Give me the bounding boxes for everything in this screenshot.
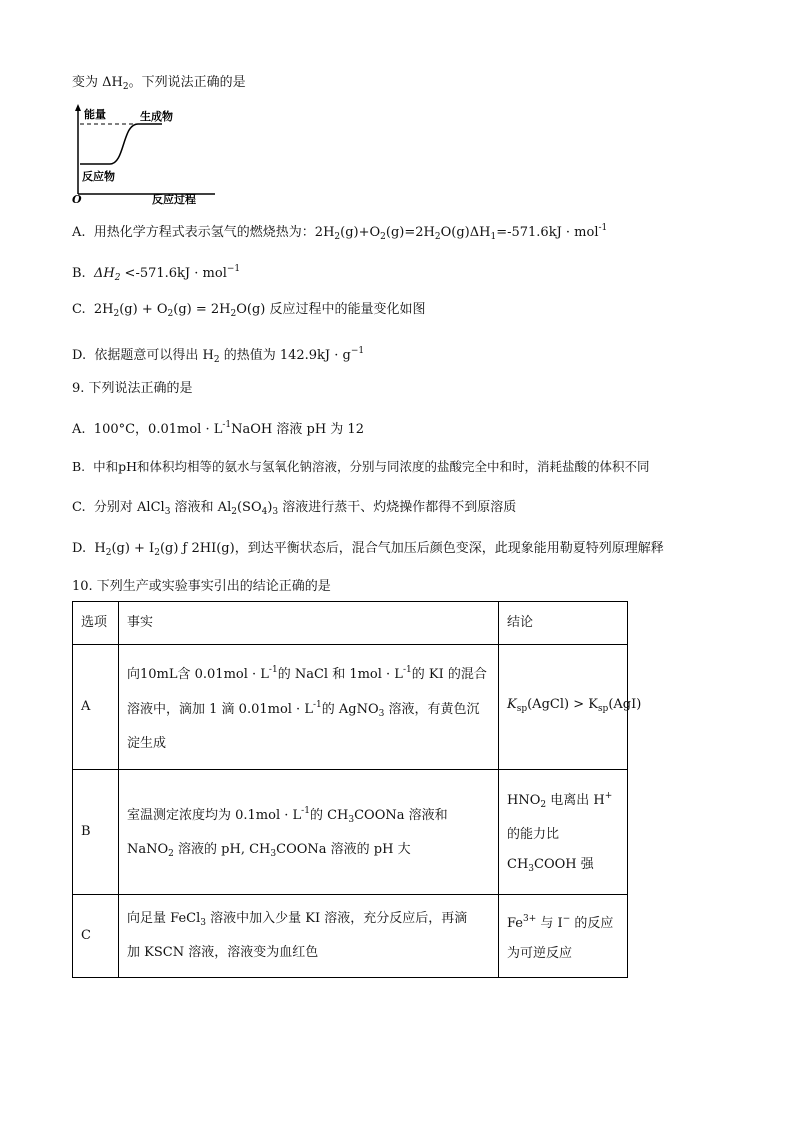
option-text: (g)+O — [340, 225, 381, 240]
conclusion-text: HNO — [507, 792, 541, 808]
subscript: 2 — [167, 309, 174, 319]
intro-suffix: 。下列说法正确的是 — [128, 75, 246, 90]
subscript: 4 — [261, 507, 268, 517]
header-option: 选项 — [73, 602, 119, 645]
conclusion-text: CH — [507, 856, 529, 872]
conclusion-line — [507, 781, 619, 820]
superscript: -1 — [222, 420, 232, 430]
option-text: O(g) 反应过程中的能量变化如图 — [236, 302, 426, 317]
table-row — [73, 895, 628, 978]
row-option: B — [73, 770, 119, 895]
subscript: 2 — [168, 848, 174, 859]
option-text: H — [94, 541, 106, 556]
header-fact: 事实 — [119, 602, 499, 645]
fact-text: 室温测定浓度均为 0.1mol · L — [127, 807, 302, 823]
intro-prefix: 变为 ΔH — [72, 75, 123, 90]
option-text: (SO — [236, 500, 262, 515]
superscript: -1 — [301, 805, 310, 816]
q9-option-c — [72, 499, 516, 521]
option-text: 用热化学方程式表示氢气的燃烧热为：2H — [93, 225, 335, 240]
subscript: 2 — [230, 309, 237, 319]
option-label: A. — [72, 422, 86, 437]
row-option: C — [73, 895, 119, 978]
fact-line — [127, 655, 490, 690]
option-label: A. — [72, 225, 86, 240]
option-label: C. — [72, 500, 86, 515]
fact-text: 溶液中加入少量 KI 溶液，充分反应后，再滴 — [205, 911, 468, 926]
subscript: sp — [516, 704, 528, 714]
fact-text: NaNO — [127, 841, 169, 857]
header-conclusion: 结论 — [499, 602, 628, 645]
subscript: 2 — [105, 548, 112, 558]
row-conclusion — [499, 895, 628, 978]
superscript: − — [562, 913, 571, 924]
y-axis-label: 能量 — [84, 108, 106, 121]
energy-diagram — [70, 104, 220, 204]
option-text: 100°C，0.01mol · L — [93, 422, 223, 437]
option-text: (g)=2H — [385, 225, 435, 240]
conclusion-text: 的反应 — [570, 915, 614, 931]
fact-line: 淀生成 — [127, 736, 167, 751]
x-axis-label: 反应过程 — [152, 193, 196, 206]
intro-line — [72, 74, 246, 96]
fact-text: 的 KI 的混合 — [411, 667, 487, 682]
q9-option-a — [72, 416, 364, 439]
conclusion-text: (AgCl) > K — [527, 697, 598, 712]
y-axis-arrow — [75, 104, 81, 111]
superscript: + — [604, 790, 613, 801]
option-label: D. — [72, 348, 87, 363]
option-text: <-571.6kJ · mol — [120, 266, 227, 281]
subscript: 2 — [380, 232, 386, 242]
subscript: 3 — [348, 814, 355, 825]
fact-line: 加 KSCN 溶液，溶液变为血红色 — [127, 945, 319, 960]
option-text: 分别对 AlCl — [93, 500, 165, 515]
reactants-label: 反应物 — [82, 170, 115, 183]
intro-sub: 2 — [122, 82, 129, 92]
option-text: =-571.6kJ · mol — [496, 225, 599, 240]
superscript: −1 — [226, 264, 241, 274]
fact-line — [127, 835, 490, 869]
subscript: 2 — [231, 507, 237, 517]
option-text: 中和pH和体积均相等的氨水与氢氧化钠溶液，分别与同浓度的盐酸完全中和时，消耗盐酸的体积不同 — [93, 459, 650, 474]
row-option: A — [73, 645, 119, 770]
option-text: (g) = 2H — [173, 302, 231, 317]
subscript: 2 — [154, 548, 160, 558]
table-row — [73, 645, 628, 770]
fact-text: COONa 溶液的 pH 大 — [276, 841, 411, 857]
superscript: -1 — [312, 700, 322, 710]
conclusion-line: 为可逆反应 — [507, 945, 573, 961]
option-label: D. — [72, 541, 87, 556]
subscript: 2 — [213, 355, 220, 365]
option-text: (g) + O — [119, 302, 168, 317]
subscript: 3 — [270, 848, 277, 859]
q8-option-c — [72, 301, 425, 323]
subscript: 3 — [378, 709, 385, 719]
fact-line — [127, 904, 490, 938]
fact-text: 的 CH — [309, 807, 349, 823]
option-text: 2H — [93, 302, 114, 317]
option-label: B. — [72, 266, 86, 281]
subscript: sp — [597, 704, 609, 714]
conclusion-text: (AgI) — [608, 697, 642, 712]
option-text: NaOH 溶液 pH 为 12 — [231, 422, 364, 437]
q9-option-d — [72, 540, 664, 562]
option-text: (g) + I — [111, 541, 155, 556]
fact-text: 向足量 FeCl — [127, 911, 201, 926]
fact-text: 的 AgNO — [321, 702, 379, 717]
row-fact — [119, 645, 499, 770]
fact-line — [127, 690, 490, 729]
subscript: 2 — [113, 309, 120, 319]
conclusion-text: COOH 强 — [534, 856, 594, 872]
superscript: -1 — [598, 223, 608, 233]
subscript: 3 — [200, 918, 206, 928]
subscript: 3 — [272, 507, 279, 517]
superscript: 3+ — [523, 913, 537, 924]
q8-option-a — [72, 219, 607, 246]
fact-text: 向10mL含 0.01mol · L — [127, 667, 269, 682]
subscript: 1 — [490, 232, 497, 242]
superscript: −1 — [350, 346, 365, 356]
option-label: B. — [72, 459, 86, 474]
option-text: ) — [267, 500, 273, 515]
fact-text: 溶液，有黄色沉 — [384, 702, 480, 717]
row-conclusion — [499, 645, 642, 770]
option-text: (g) ƒ 2HI(g)，到达平衡状态后，混合气加压后颜色变深，此现象能用勒夏特列原理解释 — [159, 541, 664, 556]
q10-stem: 10. 下列生产或实验事实引出的结论正确的是 — [72, 579, 331, 594]
fact-text: COONa 溶液和 — [354, 807, 448, 823]
conclusion-text: 与 I — [536, 915, 563, 931]
subscript: 2 — [334, 232, 341, 242]
option-text: 依据题意可以得出 H — [94, 348, 214, 363]
superscript: -1 — [402, 665, 412, 675]
q9-option-b — [72, 458, 650, 476]
subscript: 2 — [114, 273, 121, 283]
row-fact — [119, 895, 499, 978]
facts-table — [72, 601, 642, 978]
conclusion-text: Fe — [507, 915, 524, 931]
q8-option-b — [72, 260, 240, 287]
conclusion-line: 的能力比 — [507, 826, 560, 842]
table-row — [73, 770, 628, 895]
option-text: ΔH — [93, 266, 115, 281]
option-label: C. — [72, 302, 86, 317]
fact-line — [127, 796, 490, 835]
row-fact — [119, 770, 499, 895]
subscript: 2 — [434, 232, 441, 242]
row-conclusion — [499, 770, 628, 895]
conclusion-line — [507, 690, 642, 724]
option-text: 溶液进行蒸干、灼烧操作都得不到原溶质 — [278, 500, 517, 515]
subscript: 3 — [528, 863, 535, 874]
option-text: O(g)ΔH — [440, 225, 491, 240]
origin-label: O — [72, 193, 82, 206]
option-text: 的热值为 142.9kJ · g — [219, 348, 351, 363]
subscript: 2 — [540, 799, 547, 810]
q9-stem: 9. 下列说法正确的是 — [72, 381, 193, 396]
subscript: 3 — [164, 507, 171, 517]
table-header-row — [73, 602, 628, 645]
conclusion-text: 电离出 H — [546, 792, 605, 808]
conclusion-text: K — [507, 697, 517, 712]
fact-text: 溶液的 pH, CH — [173, 841, 271, 857]
conclusion-line — [507, 850, 619, 884]
q8-option-d — [72, 342, 364, 369]
conclusion-line — [507, 904, 619, 939]
fact-text: 的 NaCl 和 1mol · L — [277, 667, 403, 682]
energy-curve — [80, 124, 162, 164]
option-text: 溶液和 Al — [170, 500, 232, 515]
fact-text: 溶液中，滴加 1 滴 0.01mol · L — [127, 702, 313, 717]
products-label: 生成物 — [140, 110, 173, 123]
superscript: -1 — [268, 665, 278, 675]
